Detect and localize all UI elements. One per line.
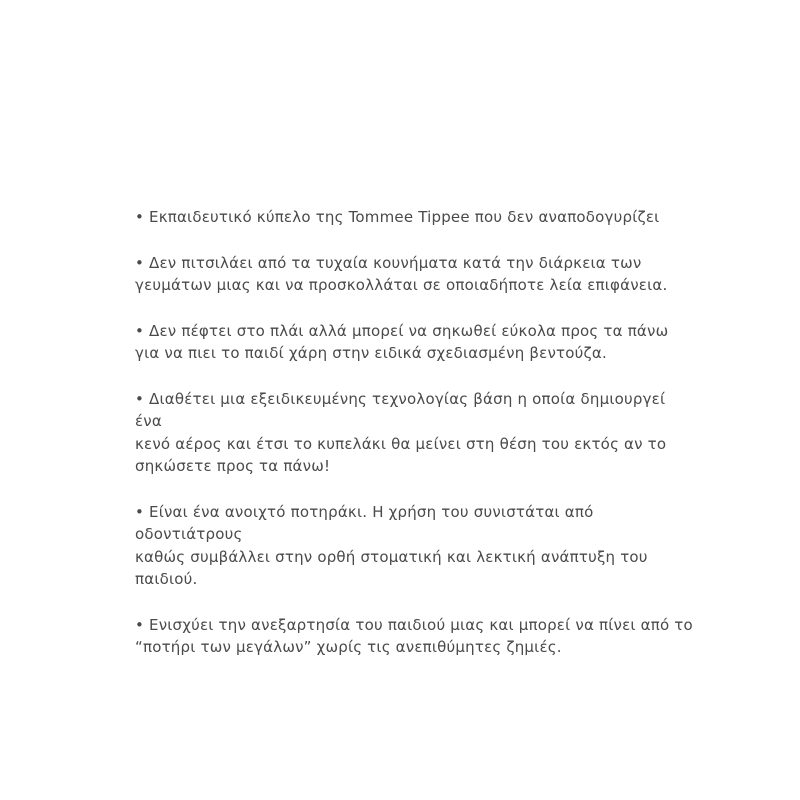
feature-bullet-1: • Εκπαιδευτικό κύπελο της Tommee Tippee που δεν αναποδογυρίζει bbox=[135, 208, 660, 226]
feature-bullet-2: • Δεν πιτσιλάει από τα τυχαία κουνήματα κατά την διάρκεια των γευμάτων μιας και να προσκολλάται σε οποιαδήποτε λεία επιφάνεια. bbox=[135, 253, 668, 294]
product-features-list bbox=[135, 206, 695, 682]
feature-bullet-3: • Δεν πέφτει στο πλάι αλλά μπορεί να σηκωθεί εύκολα προς τα πάνω για να πιει το παιδί χάρη στην ειδικά σχεδιασμένη βεντούζα. bbox=[135, 321, 669, 362]
feature-bullet-6: • Ενισχύει την ανεξαρτησία του παιδιού μιας και μπορεί να πίνει από το “ποτήρι των μεγάλων” χωρίς τις ανεπιθύμητες ζημιές. bbox=[135, 615, 693, 656]
feature-bullet-4: • Διαθέτει μια εξειδικευμένης τεχνολογίας βάση η οποία δημιουργεί ένα κενό αέρος και έτσι το κυπελάκι θα μείνει στη θέση του εκτός αν το σηκώσετε προς τα πάνω! bbox=[135, 389, 667, 475]
feature-bullet-5: • Είναι ένα ανοιχτό ποτηράκι. Η χρήση του συνιστάται από οδοντιάτρους καθώς συμβάλλει στην ορθή στοματική και λεκτική ανάπτυξη του παιδιού. bbox=[135, 502, 648, 588]
